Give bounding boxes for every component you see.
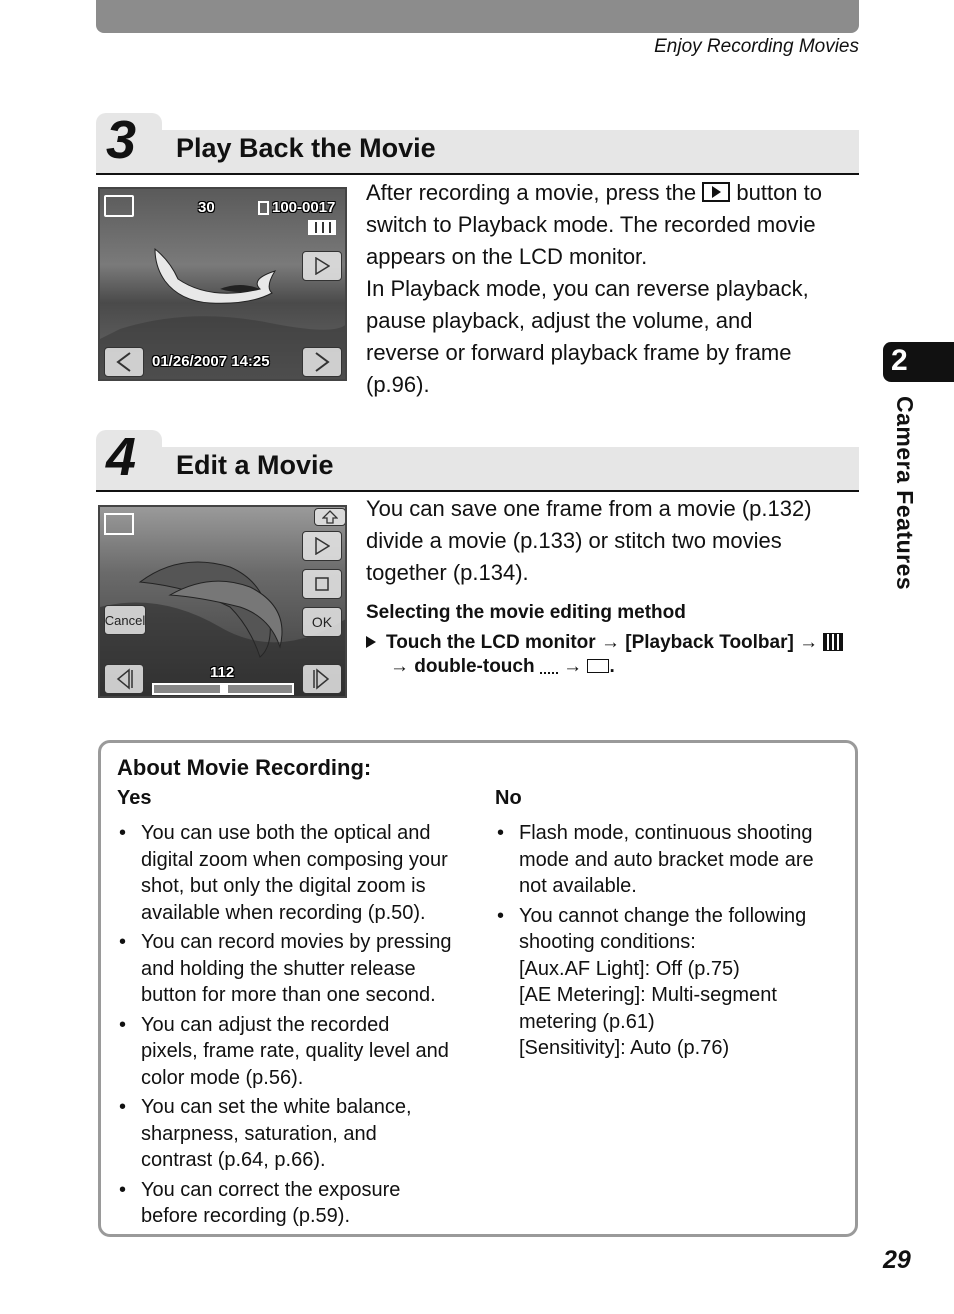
stop-button[interactable]: [302, 569, 342, 599]
arrow-up-icon: [322, 510, 338, 524]
step-4-description: You can save one frame from a movie (p.132) divide a movie (p.133) or stitch two movies together (p.134).: [366, 496, 812, 585]
edit-screen-image: [98, 505, 347, 698]
running-head: Enjoy Recording Movies: [654, 36, 859, 57]
step-3-header: [96, 110, 859, 175]
arrow-right-icon: →: [600, 632, 620, 653]
note-title: About Movie Recording:: [117, 755, 372, 780]
page-number: 29: [883, 1246, 911, 1274]
battery-icon: [308, 220, 336, 235]
chevron-right-icon: [311, 351, 333, 373]
list-item: • You can set the white balance, sharpness, saturation, and contrast (p.64, p.66).: [117, 1094, 467, 1174]
step-number: 3: [106, 110, 137, 170]
playback-mode-icon: [104, 195, 134, 217]
ok-button[interactable]: OK: [302, 607, 342, 637]
play-button[interactable]: [302, 531, 342, 561]
previous-button[interactable]: [104, 347, 144, 377]
cancel-button[interactable]: Cancel: [104, 605, 146, 635]
slider-handle[interactable]: [220, 685, 228, 693]
playback-button-icon: [702, 182, 730, 202]
arrow-right-icon: →: [390, 656, 409, 677]
list-item: • You can record movies by pressing and holding the shutter release button for more than one second.: [117, 929, 467, 1009]
frame-forward-button[interactable]: [302, 664, 342, 694]
step-title: Play Back the Movie: [176, 133, 436, 163]
movie-edit-icon: [104, 513, 134, 535]
arrow-right-icon: →: [799, 632, 819, 653]
frame-forward-icon: [310, 668, 334, 690]
frame-back-icon: [112, 668, 136, 690]
list-item: • You can adjust the recorded pixels, frame rate, quality level and color mode (p.56).: [117, 1012, 467, 1092]
chapter-label: Camera Features: [892, 396, 918, 591]
list-item: • Flash mode, continuous shooting mode and auto bracket mode are not available.: [495, 820, 845, 900]
frame-counter: 30: [198, 199, 215, 216]
progress-slider[interactable]: [152, 683, 294, 695]
up-button[interactable]: [314, 508, 346, 526]
play-button[interactable]: [302, 251, 342, 281]
chapter-tab: 2: [883, 342, 954, 382]
list-item: • You cannot change the following shooting conditions: [Aux.AF Light]: Off (p.75) [AE Metering]: Multi-segment metering (p.61) [Sensitivity]: Auto (p.76): [495, 903, 845, 1062]
arrow-right-icon: →: [563, 656, 583, 677]
yes-heading: Yes: [117, 787, 152, 809]
yes-column: [117, 787, 467, 1233]
date-time: 01/26/2007 14:25: [152, 353, 270, 370]
file-number: 100-0017: [272, 199, 336, 216]
step-3-description: After recording a movie, press the button to switch to Playback mode. The recorded movie appears on the LCD monitor. In Playback mode, you can reverse playback, pause playback, adjust the volume, and reverse or forward playback frame by frame (p.96).: [366, 180, 823, 397]
no-heading: No: [495, 787, 522, 809]
stop-icon: [314, 576, 330, 592]
frame-number: 112: [210, 664, 235, 681]
movie-edit-icon: [587, 659, 609, 673]
play-icon: [314, 257, 330, 275]
list-item: • You can use both the optical and digital zoom when composing your shot, but only the digital zoom is available when recording (p.50).: [117, 820, 467, 926]
triangle-bullet-icon: [366, 636, 376, 648]
about-movie-recording-box: [98, 740, 858, 1237]
toolbar-grid-icon: [823, 633, 843, 651]
chevron-left-icon: [113, 351, 135, 373]
edit-tool-icon: [540, 658, 558, 674]
procedure-heading: Selecting the movie editing method: [366, 602, 686, 623]
next-button[interactable]: [302, 347, 342, 377]
play-icon: [314, 537, 330, 555]
step-number: 4: [106, 427, 137, 487]
file-icon: [258, 201, 269, 215]
frame-back-button[interactable]: [104, 664, 144, 694]
step-title: Edit a Movie: [176, 450, 334, 480]
header-bar: [96, 0, 859, 33]
list-item: • You can correct the exposure before recording (p.59).: [117, 1177, 467, 1230]
no-column: [495, 787, 845, 1065]
step-4-header: [96, 427, 859, 492]
procedure-steps: Touch the LCD monitor → [Playback Toolbar] → → double-touch → .: [366, 631, 860, 679]
playback-screen-image: [98, 187, 347, 381]
